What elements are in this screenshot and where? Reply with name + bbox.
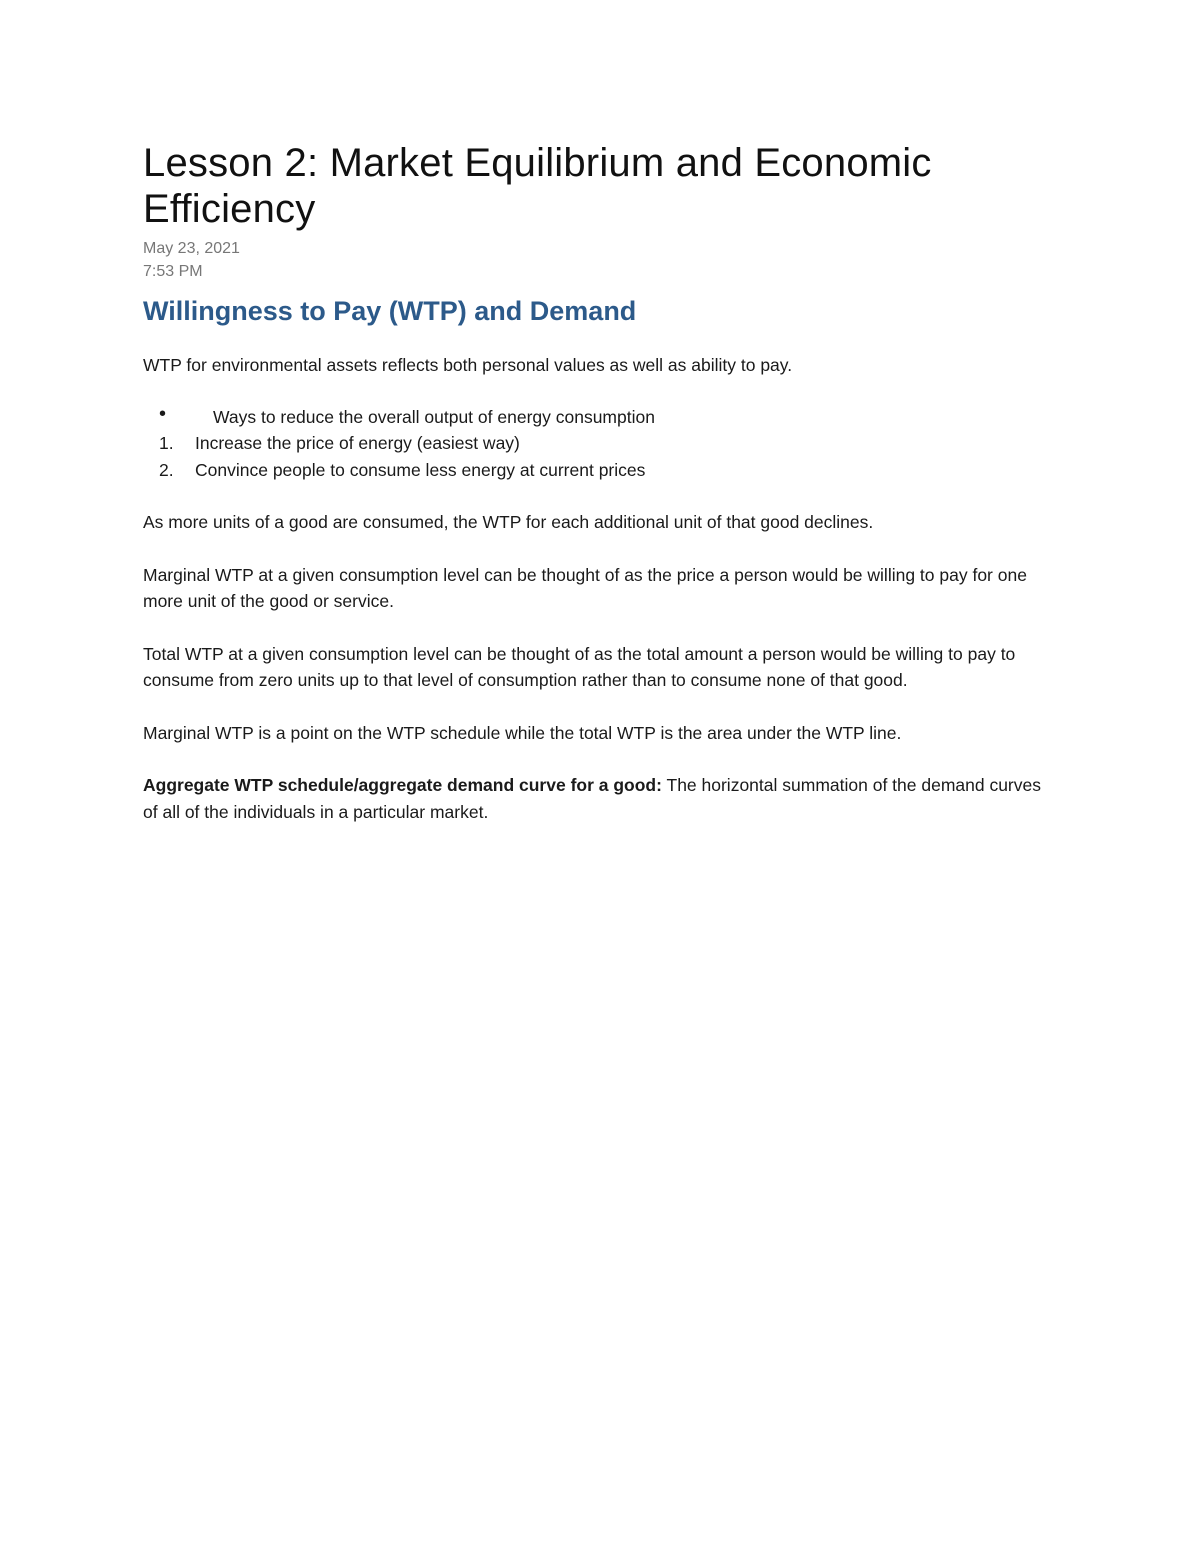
- wtp-point-paragraph: Marginal WTP is a point on the WTP schedule while the total WTP is the area under the WTP line.: [143, 722, 902, 743]
- list-number: 2.: [159, 459, 174, 480]
- aggregate-paragraph: [143, 772, 1058, 825]
- note-time: 7:53 PM: [143, 263, 203, 280]
- list-number: 1.: [159, 433, 174, 453]
- marginal-wtp-paragraph: Marginal WTP at a given consumption level can be thought of as the price a person would be willing to pay for one more unit of the good or service.: [143, 564, 1027, 611]
- aggregate-term: Aggregate WTP schedule/aggregate demand curve for a good:: [143, 775, 662, 795]
- note-date: May 23, 2021: [143, 240, 240, 257]
- list-item: [143, 430, 1058, 457]
- list-item: [143, 457, 1058, 484]
- numbered-list: [143, 430, 1058, 483]
- bullet-text: Ways to reduce the overall output of energy consumption: [213, 406, 655, 427]
- section-heading: Willingness to Pay (WTP) and Demand: [143, 296, 637, 326]
- bullet-item: [143, 404, 1058, 431]
- list-item-text: Convince people to consume less energy at current prices: [195, 459, 646, 480]
- document-page: [143, 140, 1058, 825]
- list-item-text: Increase the price of energy (easiest way): [195, 433, 520, 453]
- intro-paragraph: WTP for environmental assets reflects both personal values as well as ability to pay.: [143, 355, 793, 375]
- page-title: Lesson 2: Market Equilibrium and Economic Efficiency: [143, 141, 932, 231]
- units-paragraph: As more units of a good are consumed, the WTP for each additional unit of that good declines.: [143, 512, 874, 532]
- aggregate-definition: The horizontal summation of the demand curves of all of the individuals in a particular market.: [143, 775, 1041, 822]
- total-wtp-paragraph: Total WTP at a given consumption level can be thought of as the total amount a person would be willing to pay to consume from zero units up to that level of consumption rather than to consume none of that good.: [143, 643, 1016, 690]
- bullet-icon: •: [159, 402, 167, 425]
